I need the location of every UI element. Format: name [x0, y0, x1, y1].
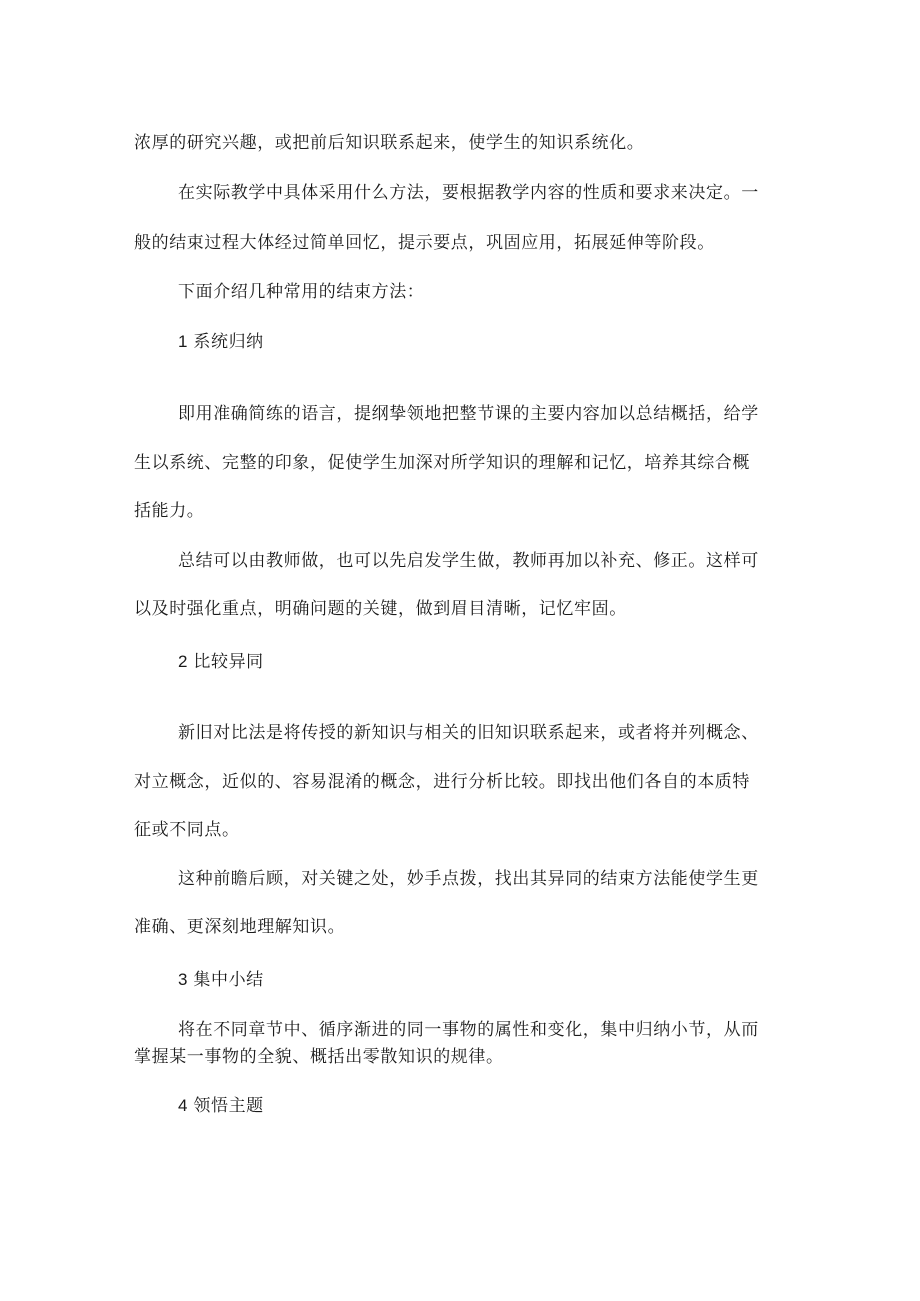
- text-line: 将在不同章节中、循序渐进的同一事物的属性和变化，集中归纳小节，从而: [178, 1020, 759, 1040]
- text-line: 准确、更深刻地理解知识。: [134, 917, 346, 937]
- text-line: 下面介绍几种常用的结束方法：: [178, 282, 425, 302]
- text-line: 即用准确简练的语言，提纲挚领地把整节课的主要内容加以总结概括，给学: [178, 404, 759, 424]
- section-heading: 4 领悟主题: [178, 1096, 264, 1115]
- text-line: 对立概念，近似的、容易混淆的概念，进行分析比较。即找出他们各自的本质特: [134, 772, 750, 792]
- text-line: 以及时强化重点，明确问题的关键，做到眉目清晰，记忆牢固。: [134, 599, 627, 619]
- section-heading: 3 集中小结: [178, 970, 264, 989]
- text-line: 掌握某一事物的全貌、概括出零散知识的规律。: [134, 1047, 504, 1067]
- text-line: 般的结束过程大体经过简单回忆，提示要点，巩固应用，拓展延伸等阶段。: [134, 233, 715, 253]
- text-line: 在实际教学中具体采用什么方法，要根据教学内容的性质和要求来决定。一: [178, 183, 759, 203]
- text-line: 总结可以由教师做，也可以先启发学生做，教师再加以补充、修正。这样可: [178, 551, 759, 571]
- text-line: 这种前瞻后顾，对关键之处，妙手点拨，找出其异同的结束方法能使学生更: [178, 869, 759, 889]
- text-line: 新旧对比法是将传授的新知识与相关的旧知识联系起来，或者将并列概念、: [178, 723, 759, 743]
- text-line: 征或不同点。: [134, 820, 240, 840]
- text-line: 浓厚的研究兴趣，或把前后知识联系起来，使学生的知识系统化。: [134, 133, 645, 153]
- text-line: 括能力。: [134, 501, 205, 521]
- text-line: 生以系统、完整的印象，促使学生加深对所学知识的理解和记忆，培养其综合概: [134, 453, 750, 473]
- section-heading: 2 比较异同: [178, 652, 264, 671]
- section-heading: 1 系统归纳: [178, 332, 264, 351]
